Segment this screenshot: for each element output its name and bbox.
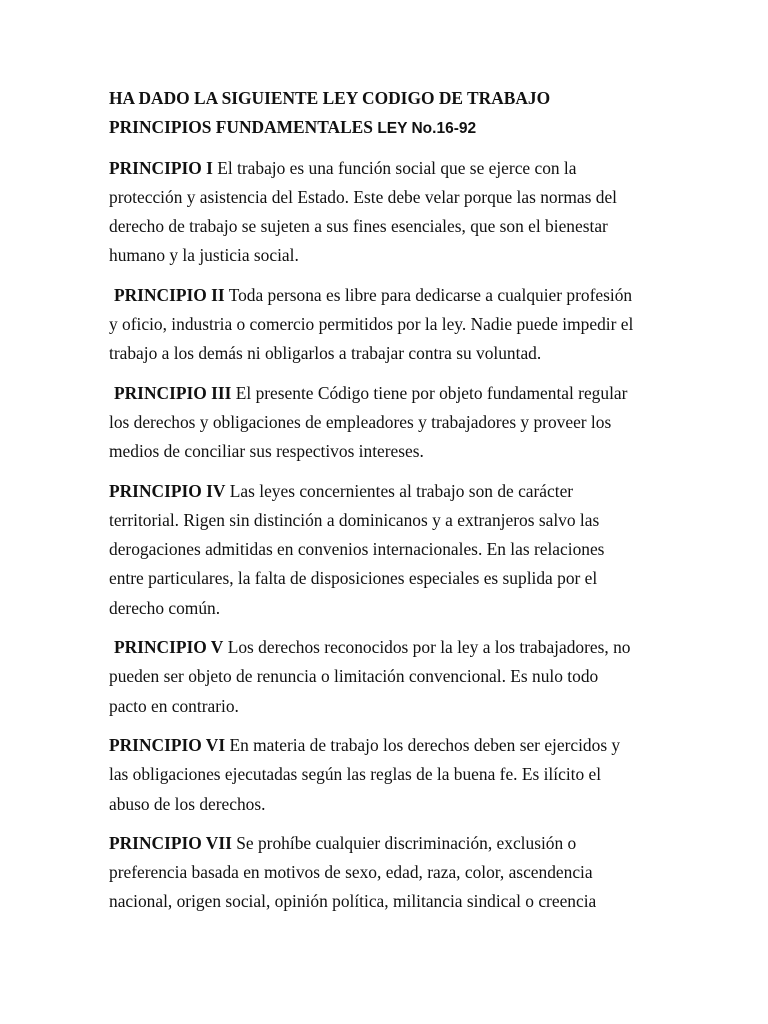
principle-6 (109, 731, 639, 819)
principle-5 (109, 633, 639, 721)
law-number: LEY No.16-92 (377, 120, 477, 138)
document-subtitle (109, 113, 639, 143)
principle-label: PRINCIPIO VI (109, 734, 226, 755)
principle-text: El trabajo es una función social que se ejerce con la protección y asistencia del Estado. Este debe velar porque las normas del derecho de trabajo se sujeten a sus fines esenciales, que son el bienestar humano y la justicia social. (109, 157, 618, 266)
subtitle-text: PRINCIPIOS FUNDAMENTALES (109, 117, 373, 138)
principle-2 (109, 281, 639, 369)
principle-label: PRINCIPIO I (109, 157, 213, 178)
principle-text: Las leyes concernientes al trabajo son de carácter territorial. Rigen sin distinción a dominicanos y a extranjeros salvo las derogaciones admitidas en convenios internacionales. En las relaciones entre particulares, la falta de disposiciones especiales es suplida por el derecho común. (109, 480, 605, 618)
principle-label: PRINCIPIO V (114, 637, 224, 658)
principle-3 (109, 379, 639, 467)
principle-text: Toda persona es libre para dedicarse a cualquier profesión y oficio, industria o comercio permitidos por la ley. Nadie puede impedir el trabajo a los demás ni obligarlos a trabajar contra su voluntad. (109, 284, 634, 364)
principle-text: El presente Código tiene por objeto fundamental regular los derechos y obligaciones de empleadores y trabajadores y proveer los medios de conciliar sus respectivos intereses. (109, 382, 628, 462)
principle-1 (109, 154, 639, 271)
principle-7 (109, 829, 639, 917)
principle-label: PRINCIPIO III (114, 382, 232, 403)
principle-text: En materia de trabajo los derechos deben ser ejercidos y las obligaciones ejecutadas según las reglas de la buena fe. Es ilícito el abuso de los derechos. (109, 734, 621, 814)
principle-4 (109, 477, 639, 623)
document-title: HA DADO LA SIGUIENTE LEY CODIGO DE TRABAJO (109, 88, 551, 108)
principle-label: PRINCIPIO II (114, 284, 225, 305)
principle-text: Se prohíbe cualquier discriminación, exclusión o preferencia basada en motivos de sexo, edad, raza, color, ascendencia nacional, origen social, opinión política, militancia sindical o creencia (109, 832, 597, 912)
principle-label: PRINCIPIO VII (109, 832, 232, 853)
principle-label: PRINCIPIO IV (109, 480, 226, 501)
document-page (109, 84, 639, 927)
principle-text: Los derechos reconocidos por la ley a los trabajadores, no pueden ser objeto de renuncia o limitación convencional. Es nulo todo pacto en contrario. (109, 637, 631, 716)
